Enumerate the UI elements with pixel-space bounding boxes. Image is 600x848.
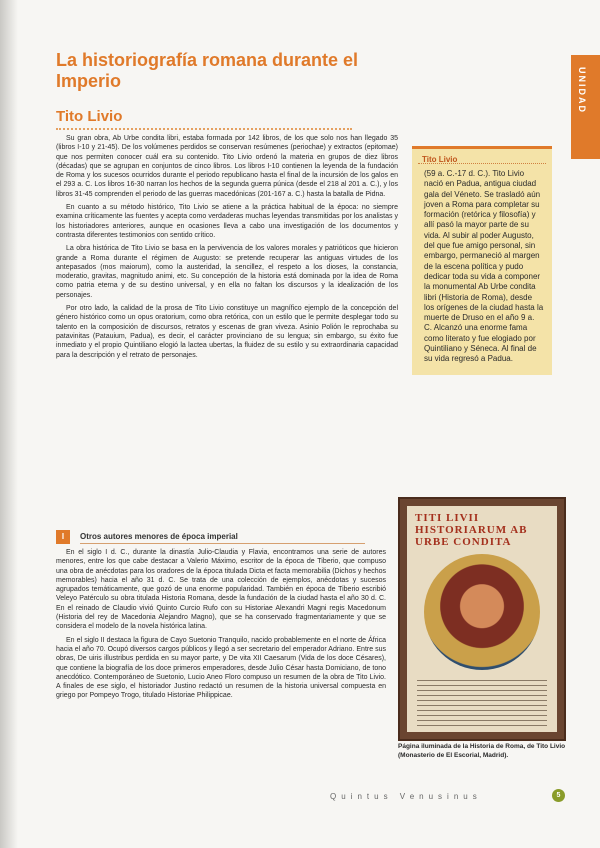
running-footer: Quintus Venusinus — [330, 792, 482, 801]
section-divider — [56, 128, 352, 130]
page-title: La historiografía romana durante el Imperio — [56, 50, 359, 91]
figure-caption: Página iluminada de la Historia de Roma, de Tito Livio (Monasterio de El Escorial, Madrid). — [398, 743, 566, 759]
subsection-marker: I — [56, 530, 70, 544]
sidebar-body: (59 a. C.-17 d. C.). Tito Livio nació en Padua, antigua ciudad gala del Véneto. Se trasladó aún joven a Roma para completar su formación (retórica y filosofía) y allí pasó la mayor parte de su vida. Al subir al poder Augusto, del que fue amigo personal, sin embargo, permaneció al margen de la escena política y pudo dedicar toda su vida a componer la monumental Ab Urbe condita libri (Historia de Roma), desde los orígenes de la ciudad hasta la muerte de Druso en el año 9 a. C. Alcanzó una enorme fama como literato y fue elogiado por Quintiliano y Séneca. Al final de su vida regresó a Padua. — [424, 169, 544, 364]
secondary-text — [56, 548, 386, 705]
main-paragraph: En cuanto a su método histórico, Tito Livio se atiene a la práctica habitual de la época: no siempre examina críticamente las fuentes y acepta como verdaderas muchas leyendas transmitidas por los analistas y los historiadores anteriores, aunque en ocasiones lleva a cabo una investigación de los documentos y contrasta diferentes testimonios con sentido crítico. — [56, 204, 398, 239]
biography-sidebar — [412, 146, 552, 375]
main-paragraph: La obra histórica de Tito Livio se basa en la pervivencia de los valores morales y patrióticos que hicieron grande a Roma durante el régimen de Augusto: se pretende recuperar las antiguas virtudes de los antepasados (mos maiorum), como la austeridad, la sencillez, el respeto a los dioses, la constancia, moderatio, gravitas, magnitudo animi, etc. Su concepción de la historia está dominada por la idea de Roma como patria eterna y de su destino universal, y en ella no faltan los discursos y la idealización de los personajes. — [56, 245, 398, 299]
subsection-divider — [80, 543, 365, 544]
secondary-paragraph: En el siglo I d. C., durante la dinastía Julio-Claudia y Flavia, encontramos una serie de autores menores, entre los que cabe destacar a Valerio Máximo, escritor de la época de Tiberio, que compuso una obra de anécdotas para los oradores de la época titulada Dicta et facta memorabilia (Dichos y hechos memorables) hacia el año 31 d. C. Se trata de una colección de ejemplos, anécdotas y sucesos agrupados temáticamente, que gozó de una enorme popularidad. También en época de Tiberio escribió Veleyo Patérculo su obra titulada Historia Romana, desde la fundación de la ciudad hasta el año 30 d. C. En el reinado de Claudio vivió Quinto Curcio Rufo con su Historiae Alexandri Magni regis Macedonum (Historia del rey de Macedonia Alejandro Magno), que se ha conservado fragmentariamente y que se considera el modelo de la novela histórica latina. — [56, 549, 386, 631]
secondary-paragraph: En el siglo II destaca la figura de Cayo Suetonio Tranquilo, nacido probablemente en el norte de África hacia el año 70. Ocupó diversos cargos públicos y llegó a ser secretario del emperador Adriano. Entre sus obras, De uiris illustribus perdida en su mayor parte, y De vita XII Caesarum (Vida de los doce Césares), que contiene la biografía de los doce primeros emperadores, desde Julio César hasta Domiciano, de tono anecdótico. Contemporáneo de Suetonio, Lucio Aneo Floro compuso un resumen de la obra de Tito Livio. A finales de ese siglo, el historiador Justino redactó un resumen de la historia universal compuesta en griego por Pompeyo Trogo, titulado Historiae Philippicae. — [56, 636, 386, 700]
main-text — [56, 134, 398, 364]
manuscript-image — [398, 497, 566, 741]
illuminated-roundel — [424, 554, 540, 670]
manuscript-page — [407, 506, 557, 732]
subsection-heading: Otros autores menores de época imperial — [80, 532, 238, 541]
manuscript-title: TITI LIVII HISTORIARUM AB URBE CONDITA — [415, 512, 528, 548]
manuscript-text-lines — [417, 676, 547, 726]
unit-tab-label: UNIDAD — [577, 67, 587, 114]
unit-tab — [571, 55, 600, 159]
main-paragraph: Por otro lado, la calidad de la prosa de Tito Livio constituye un magnífico ejemplo de la concepción del género histórico como un opus oratorium, como obra retórica, con un estilo que le permite desplegar todo su talento en la composición de discursos, retratos y escenas de gran viveza. Asinio Polión le reprochaba su patavinitas (Patauium, Padua), es decir, el carácter provinciano de su lengua; sin embargo, su éxito fue inmediato y el propio Quintiliano elogió la lactea ubertas, la fluidez de su estilo y su extraordinaria capacidad para la descripción y el retrato de personajes. — [56, 305, 398, 359]
main-paragraph: Su gran obra, Ab Urbe condita libri, estaba formada por 142 libros, de los que solo nos han llegado 35 (libros I-10 y 21-45). De los volúmenes perdidos se conservan resúmenes (periochae) y extractos (epitomae) que nos permiten conocer cuál era su contenido. Tito Livio ordenó la materia en grupos de diez libros (décadas) que se agrupan en conjuntos de cinco libros. Los libros I-10 contienen la leyenda de la fundación de Roma y los sucesos ocurridos durante el periodo republicano hasta el final de la incursión de los galos en el 293 a. C. Los libros 16-30 narran los hechos de la segunda guerra púnica (desde el 218 al 201 a. C.), y los libros 31-45 comprenden el periodo de las guerras macedónicas (201-167 a. C.) hasta la batalla de Pidna. — [56, 135, 398, 198]
binding-shadow — [0, 0, 18, 848]
page-number: 5 — [552, 789, 565, 802]
sidebar-divider — [418, 163, 546, 164]
sidebar-title: Tito Livio — [422, 155, 458, 164]
section-heading: Tito Livio — [56, 108, 123, 125]
